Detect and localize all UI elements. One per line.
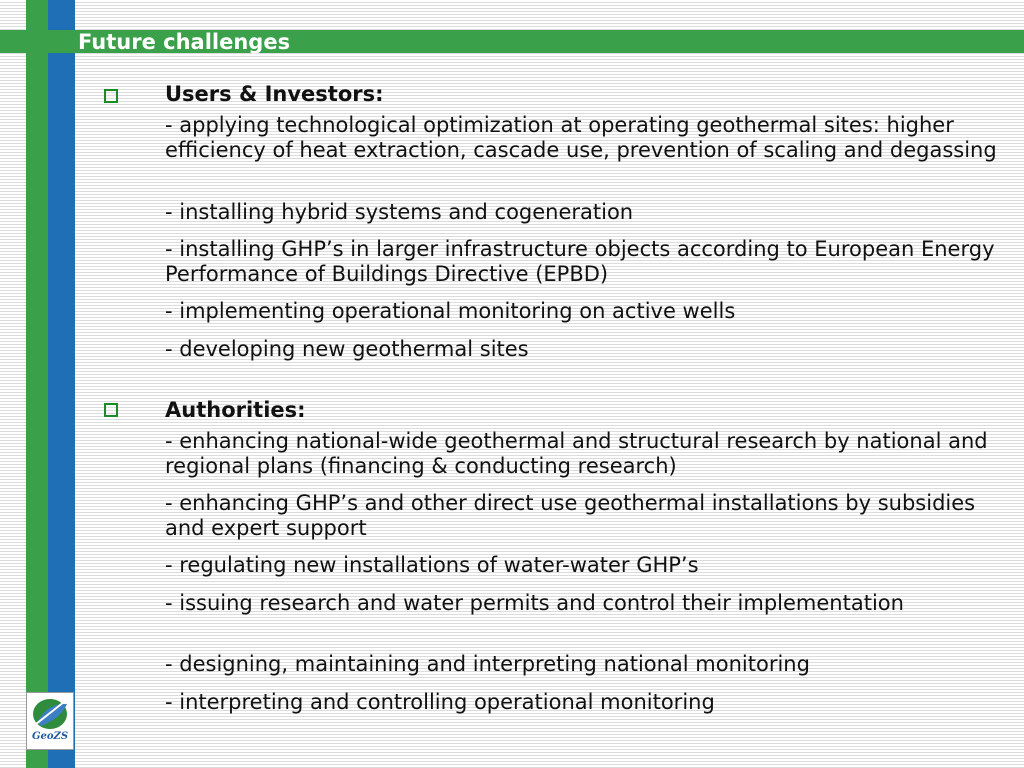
section-heading: Authorities:: [165, 398, 306, 422]
list-item: - installing hybrid systems and cogeneration: [165, 200, 634, 224]
list-item: - developing new geothermal sites: [165, 337, 529, 361]
list-item: - installing GHP’s in larger infrastructure objects according to European Energy Performance of Buildings Directive (EPBD): [165, 237, 995, 286]
list-item: - issuing research and water permits and control their implementation: [165, 591, 904, 615]
list-item: - regulating new installations of water-water GHP’s: [165, 553, 699, 577]
left-green-stripe: [26, 0, 48, 768]
list-item: - enhancing GHP’s and other direct use geothermal installations by subsidies and expert support: [165, 491, 976, 540]
section-heading: Users & Investors:: [165, 82, 384, 106]
square-bullet-icon: [104, 89, 118, 103]
globe-logo-icon: [27, 694, 73, 734]
square-bullet-icon: [104, 403, 118, 417]
list-item: - enhancing national-wide geothermal and structural research by national and regional plans (financing & conducting research): [165, 429, 988, 478]
list-item: - designing, maintaining and interpreting national monitoring: [165, 652, 810, 676]
geozs-logo: [26, 692, 74, 750]
slide-title: Future challenges: [78, 30, 291, 54]
list-item: - implementing operational monitoring on active wells: [165, 299, 736, 323]
list-item: - applying technological optimization at operating geothermal sites: higher efficiency of heat extraction, cascade use, prevention of scaling and degassing: [165, 113, 997, 162]
left-blue-stripe: [48, 0, 75, 768]
logo-text: GeoZS: [31, 731, 69, 742]
list-item: - interpreting and controlling operational monitoring: [165, 690, 715, 714]
